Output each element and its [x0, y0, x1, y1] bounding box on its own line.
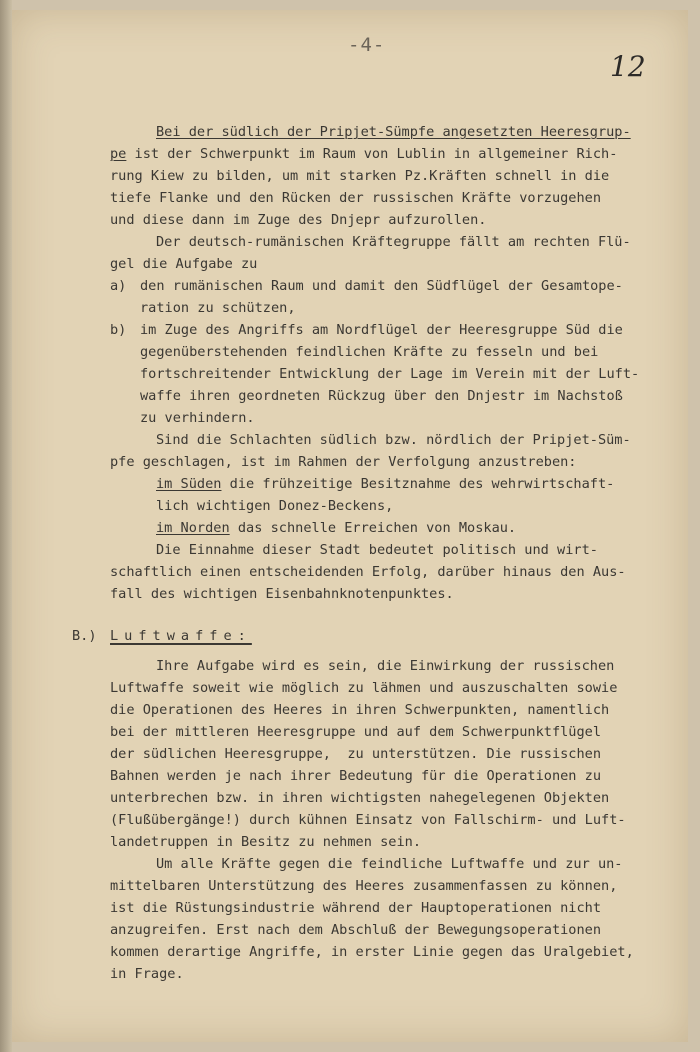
paragraph-line: Ihre Aufgabe wird es sein, die Einwirkung der russischen: [156, 658, 615, 674]
paragraph-line: anzugreifen. Erst nach dem Abschluß der Bewegungsoperationen: [110, 922, 602, 938]
paragraph-line: und diese dann im Zuge des Dnjepr aufzurollen.: [110, 212, 487, 228]
paragraph-line: landetruppen in Besitz zu nehmen sein.: [110, 834, 421, 850]
list-item-line: den rumänischen Raum und damit den Südflügel der Gesamtope-: [140, 278, 623, 294]
list-item-line: zu verhindern.: [140, 410, 255, 426]
underlined-text: im Süden: [156, 476, 222, 492]
paragraph-line: im Süden die frühzeitige Besitznahme des wehrwirtschaft-: [156, 476, 615, 492]
paragraph-line: Die Einnahme dieser Stadt bedeutet politisch und wirt-: [156, 542, 598, 558]
paragraph-line: pe ist der Schwerpunkt im Raum von Lublin in allgemeiner Rich-: [110, 146, 618, 162]
list-item-line: gegenüberstehenden feindlichen Kräfte zu fesseln und bei: [140, 344, 599, 360]
list-item-line: fortschreitender Entwicklung der Lage im Verein mit der Luft-: [140, 366, 640, 382]
list-marker: a): [110, 278, 127, 294]
paragraph-line: Um alle Kräfte gegen die feindliche Luftwaffe und zur un-: [156, 856, 623, 872]
paragraph-line: ist die Rüstungsindustrie während der Hauptoperationen nicht: [110, 900, 602, 916]
paragraph-line: kommen derartige Angriffe, in erster Linie gegen das Uralgebiet,: [110, 944, 634, 960]
paragraph-line: mittelbaren Unterstützung des Heeres zusammenfassen zu können,: [110, 878, 618, 894]
paragraph-line: [156, 124, 631, 140]
list-marker: b): [110, 322, 127, 338]
list-item-line: ration zu schützen,: [140, 300, 296, 316]
paragraph-line: unterbrechen bzw. in ihren wichtigsten nahegelegenen Objekten: [110, 790, 610, 806]
list-item-line: waffe ihren geordneten Rückzug über den Dnjestr im Nachstoß: [140, 388, 623, 404]
paragraph-line: (Flußübergänge!) durch kühnen Einsatz von Fallschirm- und Luft-: [110, 812, 626, 828]
paragraph-line: Bahnen werden je nach ihrer Bedeutung für die Operationen zu: [110, 768, 602, 784]
paragraph-line: im Norden das schnelle Erreichen von Moskau.: [156, 520, 517, 536]
paragraph-line: die Operationen des Heeres in ihren Schwerpunkten, namentlich: [110, 702, 610, 718]
paragraph-line: der südlichen Heeresgruppe, zu unterstützen. Die russischen: [110, 746, 602, 762]
list-item-line: im Zuge des Angriffs am Nordflügel der Heeresgruppe Süd die: [140, 322, 623, 338]
page-number: -4-: [348, 34, 386, 56]
paragraph-line: tiefe Flanke und den Rücken der russischen Kräfte vorzugehen: [110, 190, 602, 206]
paragraph-line: lich wichtigen Donez-Beckens,: [156, 498, 394, 514]
paragraph-line: bei der mittleren Heeresgruppe und auf dem Schwerpunktflügel: [110, 724, 602, 740]
underlined-text: Bei der südlich der Pripjet-Sümpfe angesetzten Heeresgrup-: [156, 124, 631, 140]
section-marker: B.): [72, 628, 97, 644]
paragraph-line: gel die Aufgabe zu: [110, 256, 258, 272]
paragraph-line: fall des wichtigen Eisenbahnknotenpunktes.: [110, 586, 454, 602]
paragraph-line: Sind die Schlachten südlich bzw. nördlich der Pripjet-Süm-: [156, 432, 631, 448]
paragraph-line: Der deutsch-rumänischen Kräftegruppe fällt am rechten Flü-: [156, 234, 631, 250]
paragraph-line: rung Kiew zu bilden, um mit starken Pz.Kräften schnell in die: [110, 168, 610, 184]
handwritten-folio-number: 12: [610, 50, 646, 83]
paragraph-line: pfe geschlagen, ist im Rahmen der Verfolgung anzustreben:: [110, 454, 577, 470]
underlined-text: pe: [110, 146, 127, 162]
paragraph-line: schaftlich einen entscheidenden Erfolg, darüber hinaus den Aus-: [110, 564, 626, 580]
paragraph-line: in Frage.: [110, 966, 184, 982]
section-heading: Luftwaffe:: [110, 628, 252, 644]
underlined-text: im Norden: [156, 520, 230, 536]
paragraph-line: Luftwaffe soweit wie möglich zu lähmen und auszuschalten sowie: [110, 680, 618, 696]
